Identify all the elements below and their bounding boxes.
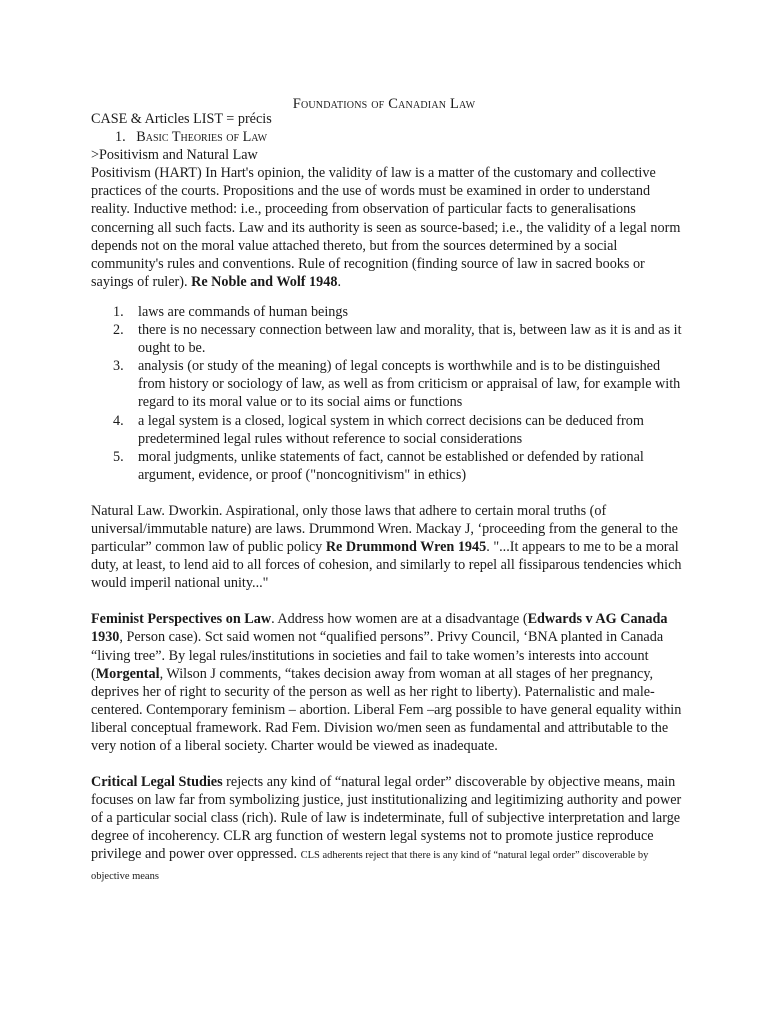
feminist-paragraph [91, 610, 687, 755]
document-title: Foundations of Canadian Law [292, 96, 476, 112]
list-item-text: there is no necessary connection between law and morality, that is, between law as it is and as it ought to be. [138, 322, 682, 357]
feminist-text-1: . Address how women are at a disadvantage ( [271, 611, 528, 628]
list-item [91, 412, 687, 448]
spacer [91, 484, 687, 502]
positivism-tenets-list [91, 303, 687, 484]
section-title: Basic Theories of Law [136, 129, 268, 146]
case-citation: Morgental [95, 665, 160, 682]
positivism-paragraph [91, 164, 687, 291]
list-item-number: 5. [113, 448, 124, 465]
natural-law-text: Natural Law. Dworkin. Aspirational, only those laws that adhere to certain moral truths (of universal/immutable nature) are laws. Drummond Wren. Mackay J, ‘proceeding from the general to the particular” common law of public policy [91, 502, 678, 556]
document-body [91, 110, 687, 886]
case-citation: Re Noble and Wolf 1948 [191, 273, 338, 290]
list-item-text: moral judgments, unlike statements of fact, cannot be established or defended by rational argument, evidence, or proof ("noncognitivism" in ethics) [138, 448, 644, 483]
positivism-text: Positivism (HART) In Hart's opinion, the validity of law is a matter of the customary and collective practices of the courts. Propositions and the use of words must be examined in order to understand reality. Inductive method: i.e., proceeding from observation of particular facts to generalisations concerning all such facts. Law and its authority is seen as source-based; i.e., the validity of a legal norm depends not on the moral value attached thereto, but from the sources determined by a social community's rules and conventions. Rule of recognition (finding source of law in sacred books or sayings of ruler). [91, 165, 681, 290]
spacer [91, 592, 687, 610]
spacer [91, 755, 687, 773]
feminist-text-2: , Person case). Sct said women not “qualified persons”. Privy Council, ‘BNA planted in Canada “living tree”. By legal rules/institutions in societies and fail to take women’s interests into account ( [91, 629, 664, 682]
cls-heading: Critical Legal Studies [91, 774, 223, 791]
natural-law-paragraph [91, 502, 687, 592]
section-number: 1. [115, 129, 126, 146]
subheading: >Positivism and Natural Law [91, 147, 258, 164]
list-item-number: 3. [113, 358, 124, 375]
list-item-text: a legal system is a closed, logical system in which correct decisions can be deduced from predetermined legal rules without reference to social considerations [138, 412, 644, 447]
list-item-text: laws are commands of human beings [138, 303, 348, 320]
case-list-heading: CASE & Articles LIST = précis [91, 111, 272, 127]
list-item-number: 2. [113, 322, 124, 339]
list-item [91, 357, 687, 411]
list-item-number: 4. [113, 412, 124, 429]
case-citation: Re Drummond Wren 1945 [325, 539, 487, 556]
section-heading [91, 128, 687, 146]
cls-small-note: CLS adherents reject that there is any kind of “natural legal order” discoverable by objective means [91, 850, 649, 882]
feminist-heading: Feminist Perspectives on Law [91, 611, 272, 628]
natural-law-quote: . "...It appears to me to be a moral duty, at least, to lend aid to all forces of cohesion, and similarly to repel all fissiparous tendencies which would imperil national unity..." [91, 539, 682, 592]
case-citation: Edwards v AG Canada 1930 [91, 611, 668, 646]
cls-paragraph [91, 773, 687, 886]
list-item-text: analysis (or study of the meaning) of legal concepts is worthwhile and is to be distinguished from history or sociology of law, as well as from criticism or appraisal of law, for example with regard to its moral value or to its social aims or functions [138, 358, 681, 411]
list-item [91, 303, 687, 321]
positivism-end: . [337, 273, 341, 290]
list-item [91, 448, 687, 484]
list-item [91, 321, 687, 357]
cls-text: rejects any kind of “natural legal order” discoverable by objective means, main focuses on law far from symbolizing justice, just institutionalizing and legitimizing authority and power of a particular social class (rich). Rule of law is indeterminate, full of subjective interpretation and large degree of incoherency. CLR arg function of western legal systems not to promote justice reproduce privilege and power over oppressed. [91, 774, 682, 863]
list-item-number: 1. [113, 303, 124, 320]
feminist-text-3: , Wilson J comments, “takes decision away from woman at all stages of her pregnancy, deprives her of right to security of the person as well as her right to liberty). Paternalistic and male-centered. Contemporary feminism – abortion. Liberal Fem –arg possible to have general equality within liberal conceptual framework. Rad Fem. Division wo/men seen as fundamental and attributable to the very notion of a liberal society. Charter would be viewed as inadequate. [91, 665, 682, 754]
